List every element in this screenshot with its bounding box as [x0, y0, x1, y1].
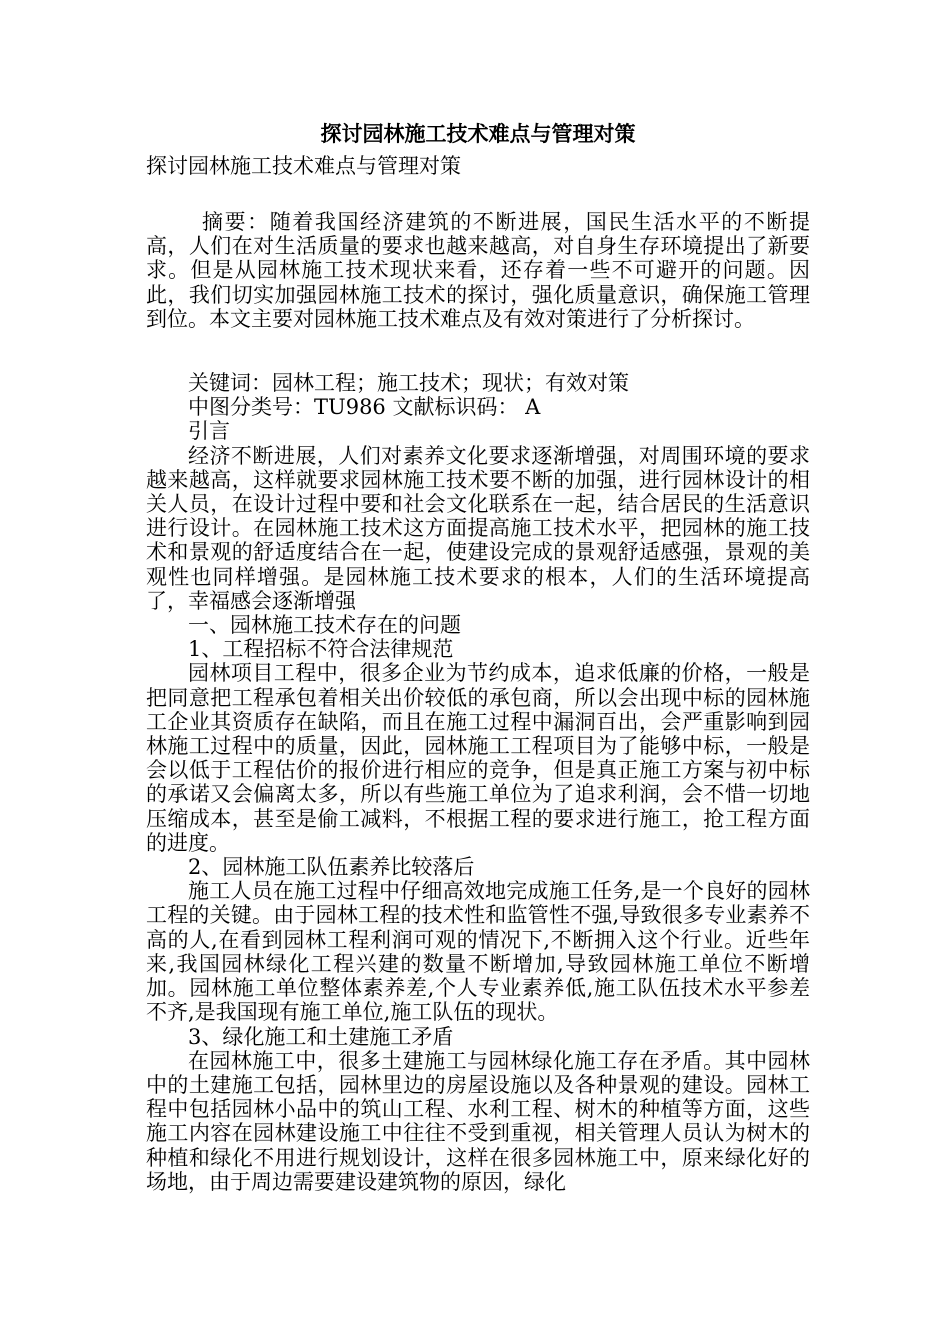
document-subtitle: 探讨园林施工技术难点与管理对策 — [146, 154, 461, 178]
keywords-line: 关键词：园林工程；施工技术；现状；有效对策 — [188, 371, 629, 396]
section-heading: 一、园林施工技术存在的问题 — [188, 613, 461, 638]
abstract-paragraph: 摘要：随着我国经济建筑的不断进展，国民生活水平的不断提高，人们在对生活质量的要求也越来越高，对自身生存环境提出了新要求。但是从园林施工技术现状来看，还存着一些不可避开的问题。因此，我们切实加强园林施工技术的探讨，强化质量意识，确保施工管理到位。本文主要对园林施工技术难点及有效对策进行了分析探讨。 — [146, 210, 810, 331]
subsection-heading-2: 2、园林施工队伍素养比较落后 — [188, 855, 475, 880]
subsection-heading-3: 3、绿化施工和土建施工矛盾 — [188, 1024, 454, 1049]
document-page — [146, 118, 810, 1194]
classification-line: 中图分类号：TU986 文献标识码： A — [188, 395, 541, 420]
subsection-paragraph-3: 在园林施工中，很多土建施工与园林绿化施工存在矛盾。其中园林中的土建施工包括，园林里边的房屋设施以及各种景观的建设。园林工程中包括园林小品中的筑山工程、水利工程、树木的种植等方面，这些施工内容在园林建设施工中往往不受到重视，相关管理人员认为树木的种植和绿化不用进行规划设计，这样在很多园林施工中，原来绿化好的场地，由于周边需要建设建筑物的原因，绿化 — [146, 1048, 810, 1194]
document-title: 探讨园林施工技术难点与管理对策 — [320, 121, 636, 146]
intro-heading: 引言 — [188, 419, 230, 444]
subsection-paragraph-1: 园林项目工程中，很多企业为节约成本，追求低廉的价格，一般是把同意把工程承包着相关出价较低的承包商，所以会出现中标的园林施工企业其资质存在缺陷，而且在施工过程中漏洞百出，会严重影响到园林施工过程中的质量，因此，园林施工工程项目为了能够中标，一般是会以低于工程估价的报价进行相应的竞争，但是真正施工方案与初中标的承诺又会偏离太多，所以有些施工单位为了追求利润，会不惜一切地压缩成本，甚至是偷工减料，不根据工程的要求进行施工，抢工程方面的进度。 — [146, 661, 810, 855]
intro-paragraph: 经济不断进展，人们对素养文化要求逐渐增强，对周围环境的要求越来越高，这样就要求园林施工技术要不断的加强，进行园林设计的相关人员，在设计过程中要和社会文化联系在一起，结合居民的生活意识进行设计。在园林施工技术这方面提高施工技术水平，把园林的施工技术和景观的舒适度结合在一起，使建设完成的景观舒适感强，景观的美观性也同样增强。是园林施工技术要求的根本，人们的生活环境提高了，幸福感会逐渐增强 — [146, 443, 810, 613]
subsection-heading-1: 1、工程招标不符合法律规范 — [188, 637, 454, 662]
subsection-paragraph-2: 施工人员在施工过程中仔细高效地完成施工任务,是一个良好的园林工程的关键。由于园林工程的技术性和监管性不强,导致很多专业素养不高的人,在看到园林工程利润可观的情况下,不断拥入这个行业。近些年来,我国园林绿化工程兴建的数量不断增加,导致园林施工单位不断增加。园林施工单位整体素养差,个人专业素养低,施工队伍技术水平参差不齐,是我国现有施工单位,施工队伍的现状。 — [146, 879, 810, 1025]
